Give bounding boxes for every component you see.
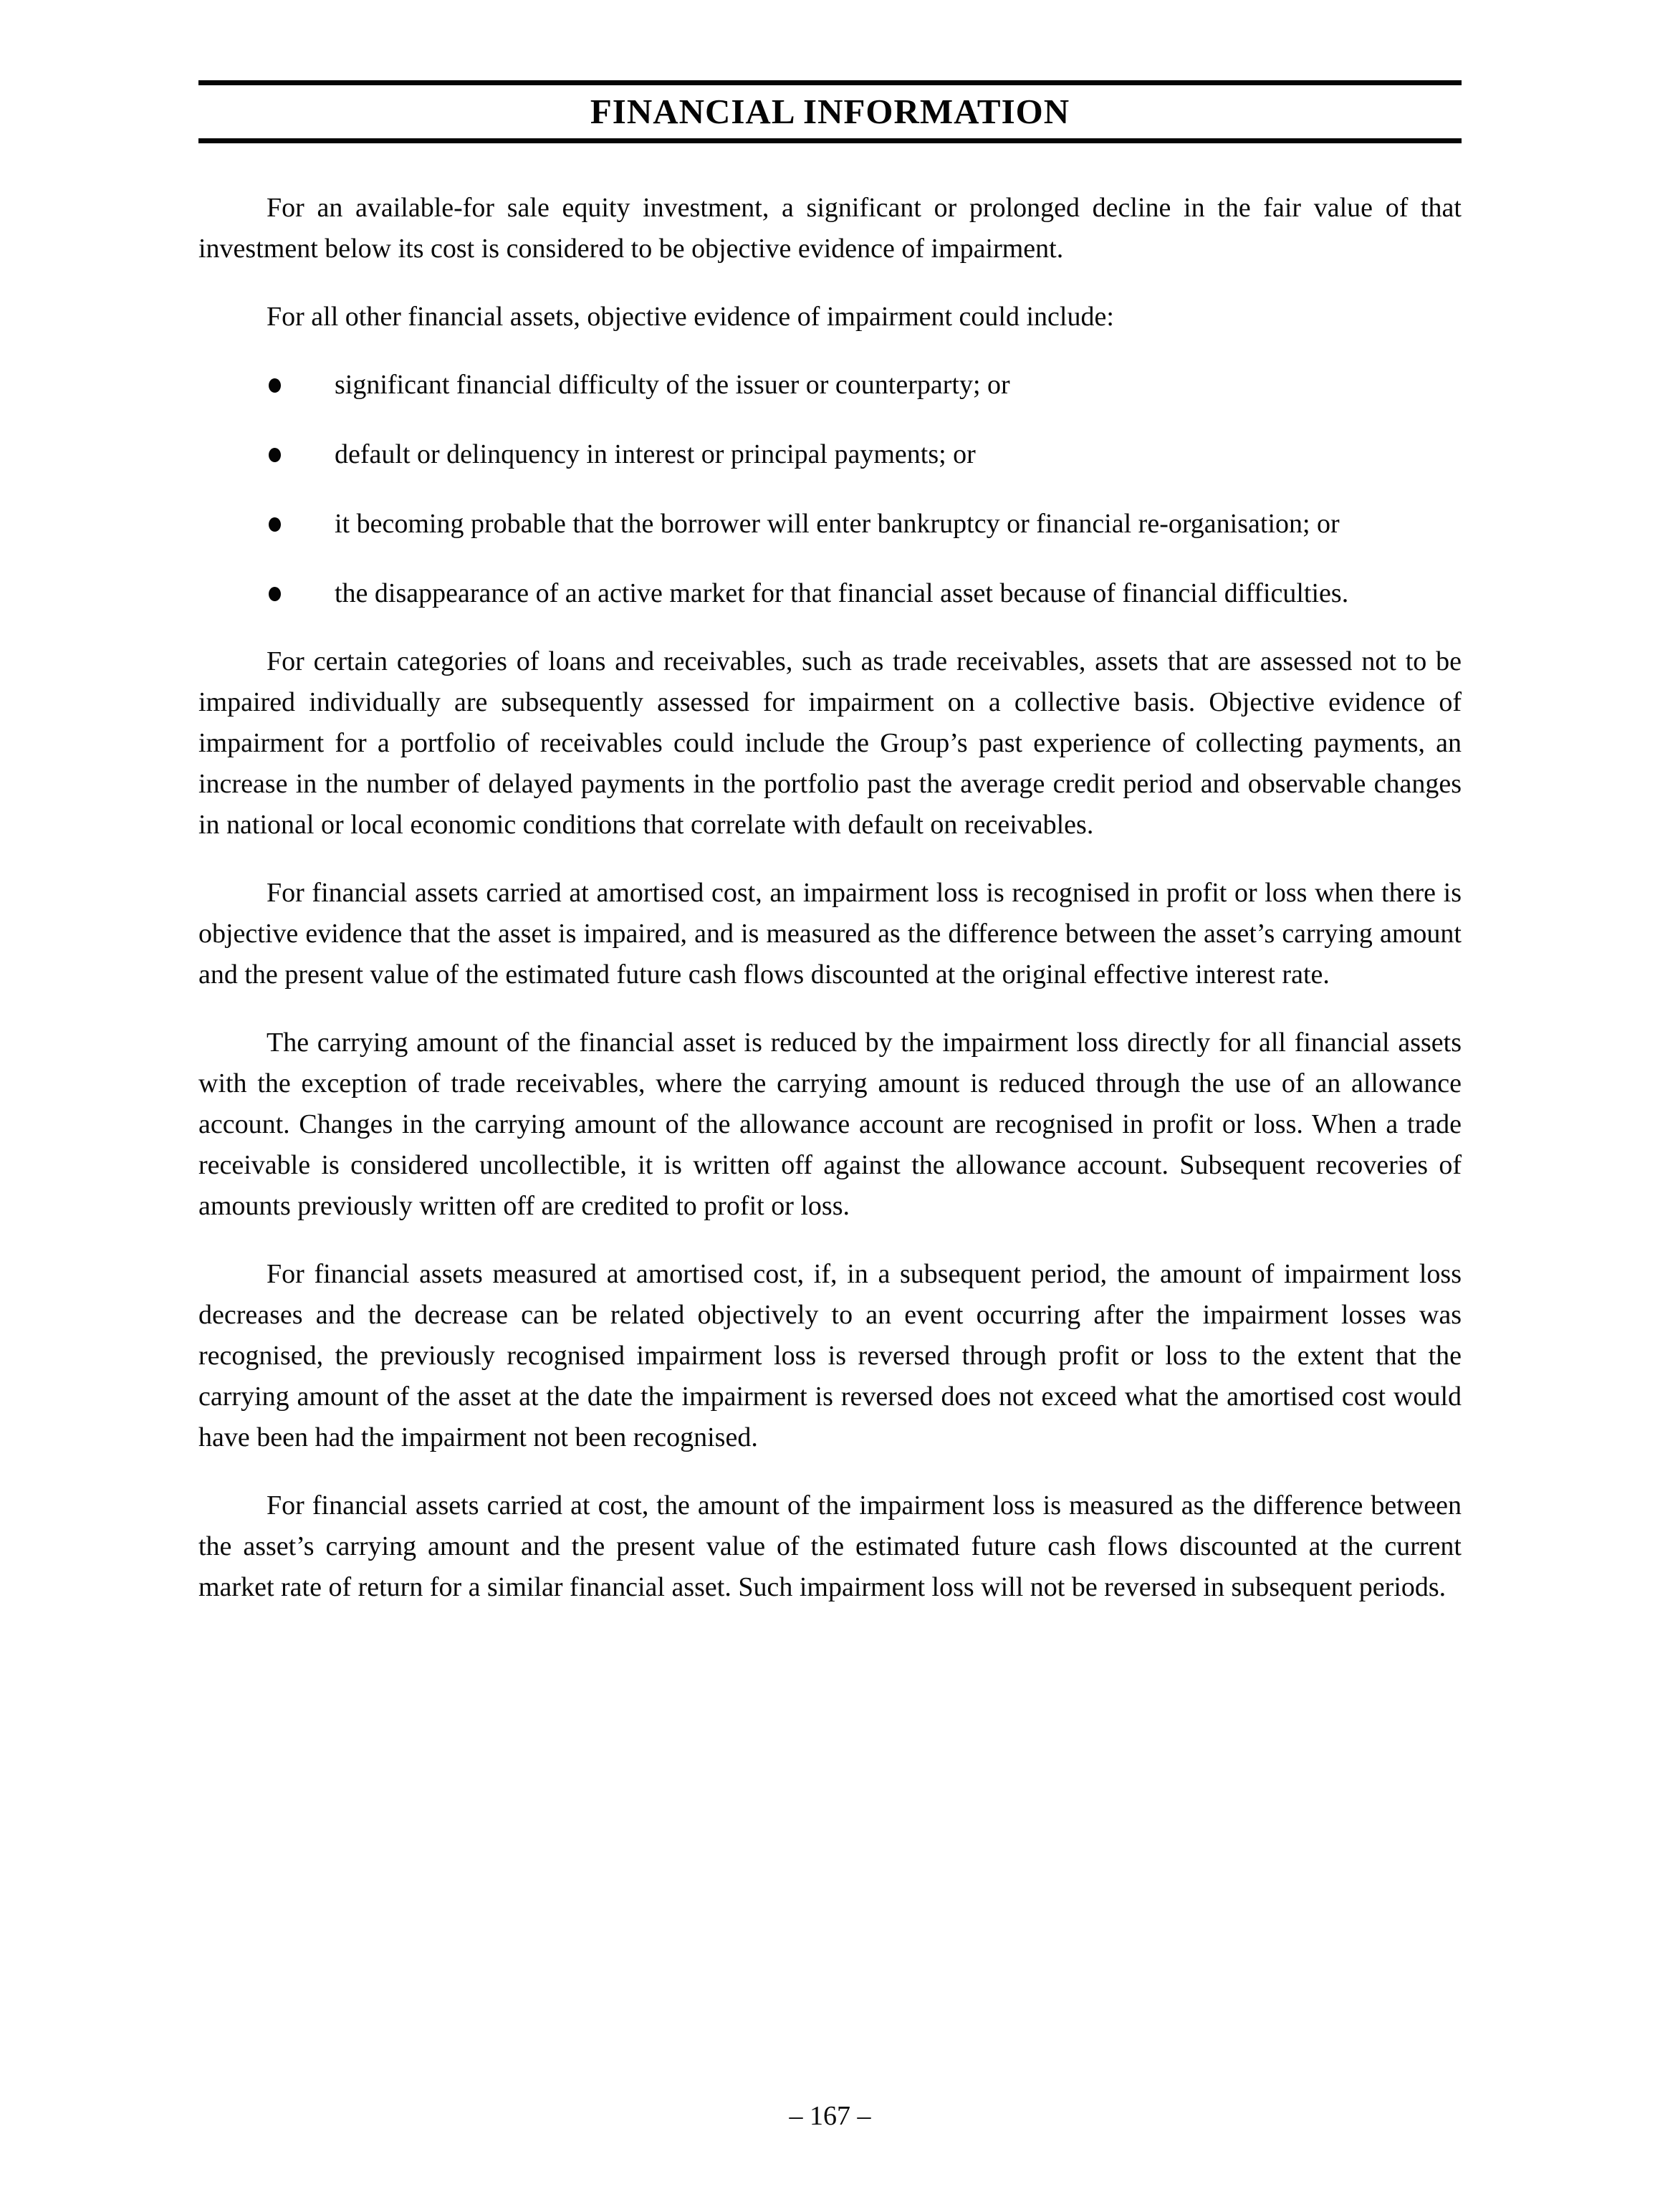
- bullet-text: default or delinquency in interest or principal payments; or: [335, 439, 976, 469]
- page-body: [198, 188, 1462, 1635]
- bullet-item: [198, 573, 1462, 614]
- bullet-icon: [269, 587, 281, 601]
- bullet-icon: [269, 517, 281, 532]
- bullet-text: significant financial difficulty of the issuer or counterparty; or: [335, 370, 1010, 400]
- bullet-item: [198, 504, 1462, 545]
- bullet-list: [198, 365, 1462, 614]
- paragraph: For financial assets measured at amortised cost, if, in a subsequent period, the amount of impairment loss decreases and the decrease can be related objectively to an event occurring after the impairment losses was recognised, the previously recognised impairment loss is reversed through profit or loss to the extent that the carrying amount of the asset at the date the impairment is reversed does not exceed what the amortised cost would have been had the impairment not been recognised.: [198, 1259, 1462, 1452]
- header-bottom-rule: [198, 138, 1462, 143]
- bullet-icon: [269, 448, 281, 462]
- page-header: [198, 80, 1462, 143]
- page-number: – 167 –: [789, 2101, 871, 2131]
- page-footer: [0, 2096, 1660, 2137]
- bullet-item: [198, 365, 1462, 406]
- paragraph: For financial assets carried at cost, the amount of the impairment loss is measured as the difference between the asset’s carrying amount and the present value of the estimated future cash flows discounted at the current market rate of return for a similar financial asset. Such impairment loss will not be reversed in subsequent periods.: [198, 1490, 1462, 1602]
- bullet-text: it becoming probable that the borrower will enter bankruptcy or financial re-organisation; or: [335, 509, 1340, 539]
- paragraph: For an available-for sale equity investment, a significant or prolonged decline in the fair value of that investment below its cost is considered to be objective evidence of impairment.: [198, 193, 1462, 264]
- bullet-icon: [269, 378, 281, 393]
- header-top-rule: [198, 80, 1462, 85]
- page-title: FINANCIAL INFORMATION: [590, 92, 1070, 131]
- bullet-item: [198, 434, 1462, 475]
- paragraph: For financial assets carried at amortised cost, an impairment loss is recognised in profit or loss when there is objective evidence that the asset is impaired, and is measured as the difference between the asset’s carrying amount and the present value of the estimated future cash flows discounted at the original effective interest rate.: [198, 878, 1462, 990]
- bullet-text: the disappearance of an active market for that financial asset because of financial difficulties.: [335, 578, 1349, 608]
- paragraph: The carrying amount of the financial asset is reduced by the impairment loss directly for all financial assets with the exception of trade receivables, where the carrying amount is reduced through the use of an allowance account. Changes in the carrying amount of the allowance account are recognised in profit or loss. When a trade receivable is considered uncollectible, it is written off against the allowance account. Subsequent recoveries of amounts previously written off are credited to profit or loss.: [198, 1028, 1462, 1221]
- paragraph: For all other financial assets, objective evidence of impairment could include:: [267, 302, 1114, 332]
- paragraph: For certain categories of loans and receivables, such as trade receivables, assets that are assessed not to be impaired individually are subsequently assessed for impairment on a collective basis. Objective evidence of impairment for a portfolio of receivables could include the Group’s past experience of collecting payments, an increase in the number of delayed payments in the portfolio past the average credit period and observable changes in national or local economic conditions that correlate with default on receivables.: [198, 646, 1462, 840]
